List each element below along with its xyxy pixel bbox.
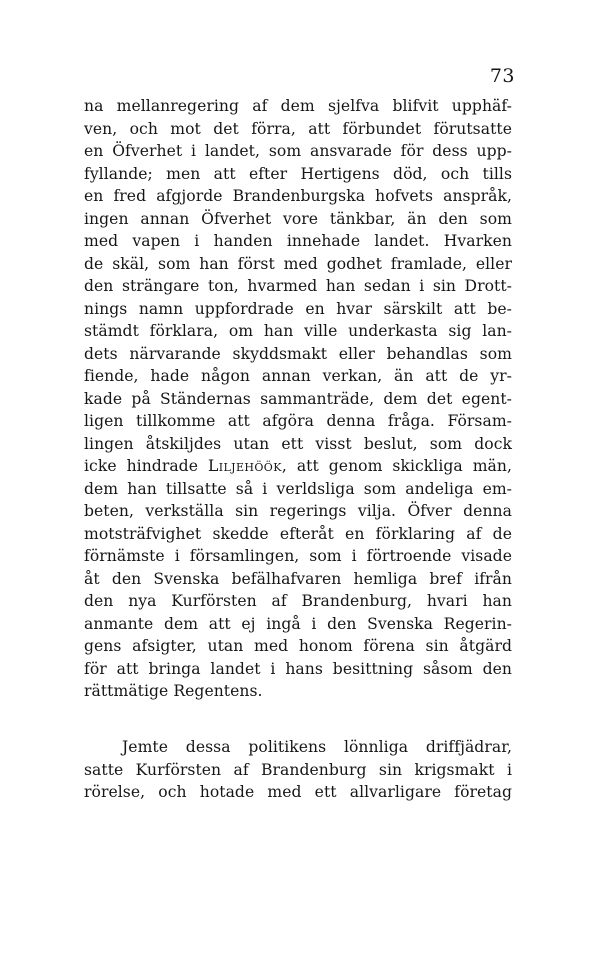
- text-line: en Öfverhet i landet, som ansvarade för dess upp-: [84, 142, 512, 160]
- line-text-after-name: , att genom skickliga män,: [281, 457, 512, 475]
- text-line: ven, och mot det förra, att förbundet förutsatte: [84, 119, 512, 138]
- page-number: 73: [489, 65, 515, 87]
- paragraph-1: [84, 95, 512, 703]
- text-line: för att bringa landet i hans besittning såsom den: [84, 659, 512, 678]
- line-text-before-name: icke hindrade: [84, 457, 208, 475]
- text-line: gens afsigter, utan med honom förena sin åtgärd: [84, 637, 512, 655]
- text-line: dem han tillsatte så i verldsliga som andeliga em-: [84, 479, 512, 498]
- paragraph-2: [84, 736, 512, 804]
- text-line: den nya Kurförsten af Brandenburg, hvari han: [84, 592, 512, 610]
- text-line: lingen åtskiljdes utan ett visst beslut, som dock: [84, 434, 512, 453]
- text-line: fyllande; men att efter Hertigens död, och tills: [84, 164, 512, 183]
- text-line: nings namn uppfordrade en hvar särskilt att be-: [84, 299, 512, 318]
- text-line: beten, verkställa sin regerings vilja. Öfver denna: [84, 502, 512, 520]
- text-line: satte Kurförsten af Brandenburg sin krigsmakt i: [84, 760, 512, 779]
- text-line: kade på Ständernas sammanträde, dem det egent-: [84, 389, 512, 408]
- person-name: Liljehöök: [207, 457, 282, 475]
- text-line: åt den Svenska befälhafvaren hemliga bref ifrån: [84, 569, 512, 588]
- text-line: anmante dem att ej ingå i den Svenska Regerin-: [84, 614, 512, 633]
- text-line: dets närvarande skyddsmakt eller behandlas som: [84, 344, 512, 363]
- text-line: na mellanregering af dem sjelfva blifvit upphäf-: [84, 97, 512, 115]
- text-line: en fred afgjorde Brandenburgska hofvets anspråk,: [84, 187, 512, 205]
- text-line: Jemte dessa politikens lönnliga driffjädrar,: [122, 738, 512, 756]
- text-line: förnämste i församlingen, som i förtroende visade: [84, 547, 512, 565]
- text-line: [84, 455, 512, 478]
- text-line: de skäl, som han först med godhet framlade, eller: [84, 254, 512, 273]
- text-line: fiende, hade någon annan verkan, än att de yr-: [84, 367, 512, 385]
- text-line: rörelse, och hotade med ett allvarligare företag: [84, 783, 512, 801]
- text-line: ligen tillkomme att afgöra denna fråga. Försam-: [84, 412, 512, 430]
- text-line: motsträfvighet skedde efteråt en förklaring af de: [84, 524, 512, 543]
- text-line: med vapen i handen innehade landet. Hvarken: [84, 232, 512, 250]
- text-line: rättmätige Regentens.: [84, 682, 263, 700]
- text-line: stämdt förklara, om han ville underkasta sig lan-: [84, 322, 512, 340]
- text-line: den strängare ton, hvarmed han sedan i sin Drott-: [84, 277, 512, 295]
- text-line: ingen annan Öfverhet vore tänkbar, än den som: [84, 209, 512, 228]
